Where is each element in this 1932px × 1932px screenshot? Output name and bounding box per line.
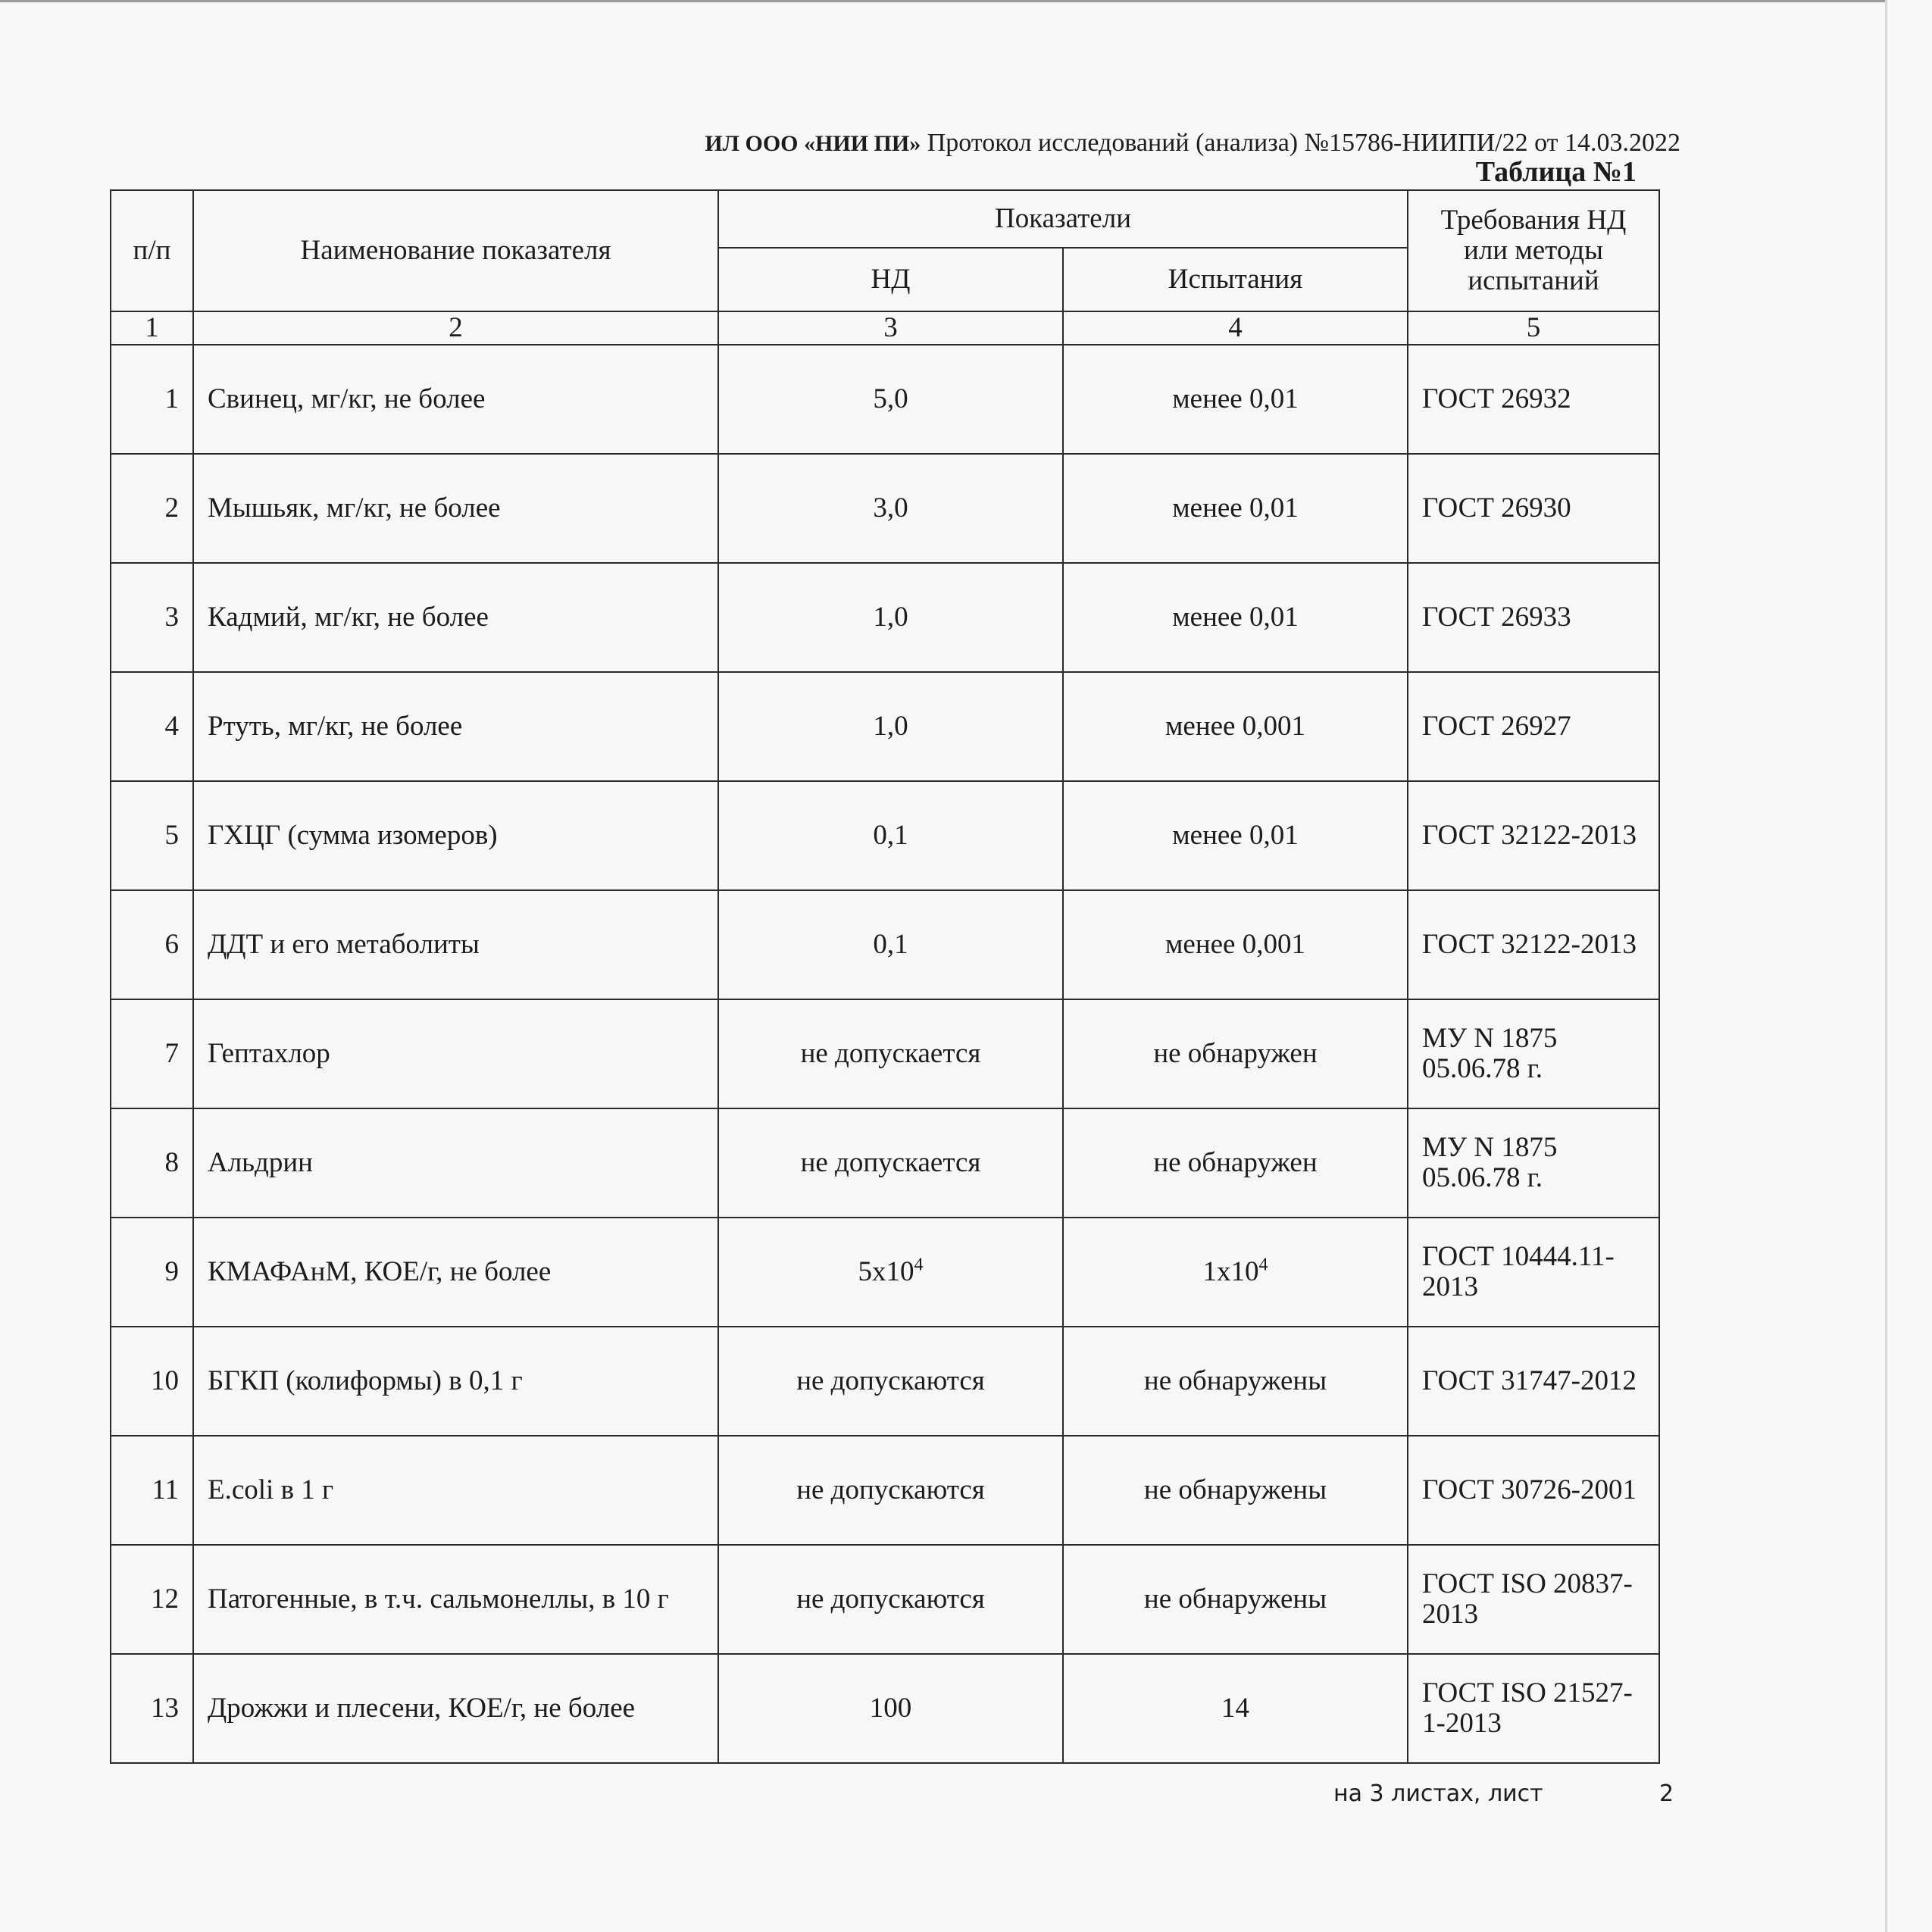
results-table <box>110 189 1660 1764</box>
col-number: 4 <box>1063 311 1408 345</box>
row-number: 4 <box>111 672 193 781</box>
table-row <box>111 672 1659 781</box>
test-result: менее 0,001 <box>1063 890 1408 999</box>
scan-edge-right <box>1885 0 1887 1932</box>
test-result: не обнаружен <box>1063 1108 1408 1218</box>
col-header-indicators: Показатели <box>718 190 1408 248</box>
indicator-name: БГКП (колиформы) в 0,1 г <box>193 1327 718 1436</box>
indicator-name: Гептахлор <box>193 999 718 1108</box>
sheet-count: на 3 листах, лист <box>1333 1780 1543 1807</box>
row-number: 7 <box>111 999 193 1108</box>
table-row <box>111 345 1659 454</box>
nd-value: 1,0 <box>718 563 1063 672</box>
col-header-method: Требования НД или методы испытаний <box>1408 190 1659 311</box>
table-row <box>111 454 1659 563</box>
nd-value: не допускается <box>718 1108 1063 1218</box>
indicator-name: Ртуть, мг/кг, не более <box>193 672 718 781</box>
test-result: менее 0,01 <box>1063 781 1408 890</box>
test-method: ГОСТ 26933 <box>1408 563 1659 672</box>
test-method: ГОСТ 10444.11-2013 <box>1408 1218 1659 1327</box>
table-row <box>111 890 1659 999</box>
table-row <box>111 1654 1659 1763</box>
table-row <box>111 1545 1659 1654</box>
row-number: 11 <box>111 1436 193 1545</box>
col-header-no: п/п <box>111 190 193 311</box>
nd-value: 1,0 <box>718 672 1063 781</box>
nd-value: не допускаются <box>718 1436 1063 1545</box>
page-number: 2 <box>1659 1780 1674 1807</box>
row-number: 8 <box>111 1108 193 1218</box>
indicator-name: Кадмий, мг/кг, не более <box>193 563 718 672</box>
nd-value: 0,1 <box>718 890 1063 999</box>
indicator-name: ГХЦГ (сумма изомеров) <box>193 781 718 890</box>
row-number: 5 <box>111 781 193 890</box>
nd-value: не допускается <box>718 999 1063 1108</box>
row-number: 2 <box>111 454 193 563</box>
nd-value: 3,0 <box>718 454 1063 563</box>
indicator-name: Свинец, мг/кг, не более <box>193 345 718 454</box>
test-method: ГОСТ 32122-2013 <box>1408 890 1659 999</box>
table-row <box>111 1108 1659 1218</box>
table-title: Таблица №1 <box>1475 156 1637 188</box>
row-number: 1 <box>111 345 193 454</box>
test-method: ГОСТ 26927 <box>1408 672 1659 781</box>
test-result: $1х10^4$ <box>1063 1218 1408 1327</box>
test-result: менее 0,01 <box>1063 345 1408 454</box>
nd-value: 5,0 <box>718 345 1063 454</box>
lab-name: ИЛ ООО «НИИ ПИ» <box>705 131 921 156</box>
test-result: не обнаружены <box>1063 1327 1408 1436</box>
indicator-name: Мышьяк, мг/кг, не более <box>193 454 718 563</box>
exponent: 4 <box>914 1255 924 1275</box>
col-number: 3 <box>718 311 1063 345</box>
indicator-name: Дрожжи и плесени, КОЕ/г, не более <box>193 1654 718 1763</box>
test-method: ГОСТ ISO 20837-2013 <box>1408 1545 1659 1654</box>
table-row <box>111 999 1659 1108</box>
test-result: 14 <box>1063 1654 1408 1763</box>
test-method: ГОСТ 30726-2001 <box>1408 1436 1659 1545</box>
nd-value: $5х10^4$ <box>718 1218 1063 1327</box>
row-number: 9 <box>111 1218 193 1327</box>
table-row <box>111 1218 1659 1327</box>
nd-value: 100 <box>718 1654 1063 1763</box>
row-number: 10 <box>111 1327 193 1436</box>
table-row <box>111 1327 1659 1436</box>
test-method: МУ N 1875 05.06.78 г. <box>1408 1108 1659 1218</box>
results-body <box>111 345 1659 1763</box>
test-method: МУ N 1875 05.06.78 г. <box>1408 999 1659 1108</box>
exponent: 4 <box>1258 1255 1268 1275</box>
test-result: менее 0,01 <box>1063 454 1408 563</box>
test-method: ГОСТ 26930 <box>1408 454 1659 563</box>
nd-value: не допускаются <box>718 1545 1063 1654</box>
indicator-name: КМАФАнМ, КОЕ/г, не более <box>193 1218 718 1327</box>
table-row <box>111 781 1659 890</box>
row-number: 6 <box>111 890 193 999</box>
indicator-name: ДДТ и его метаболиты <box>193 890 718 999</box>
col-number: 5 <box>1408 311 1659 345</box>
test-method: ГОСТ ISO 21527-1-2013 <box>1408 1654 1659 1763</box>
test-result: не обнаружены <box>1063 1436 1408 1545</box>
indicator-name: E.coli в 1 г <box>193 1436 718 1545</box>
row-number: 12 <box>111 1545 193 1654</box>
col-number: 1 <box>111 311 193 345</box>
col-header-test: Испытания <box>1063 248 1408 311</box>
test-result: менее 0,01 <box>1063 563 1408 672</box>
test-result: менее 0,001 <box>1063 672 1408 781</box>
indicator-name: Патогенные, в т.ч. сальмонеллы, в 10 г <box>193 1545 718 1654</box>
col-header-nd: НД <box>718 248 1063 311</box>
scan-edge-top <box>0 0 1887 2</box>
protocol-number: Протокол исследований (анализа) №15786-НИИПИ/22 от 14.03.2022 <box>927 129 1680 157</box>
nd-value: 0,1 <box>718 781 1063 890</box>
test-method: ГОСТ 32122-2013 <box>1408 781 1659 890</box>
test-method: ГОСТ 31747-2012 <box>1408 1327 1659 1436</box>
row-number: 13 <box>111 1654 193 1763</box>
indicator-name: Альдрин <box>193 1108 718 1218</box>
col-header-name: Наименование показателя <box>193 190 718 311</box>
col-number: 2 <box>193 311 718 345</box>
table-row <box>111 1436 1659 1545</box>
test-result: не обнаружен <box>1063 999 1408 1108</box>
test-result: не обнаружены <box>1063 1545 1408 1654</box>
table-row <box>111 563 1659 672</box>
test-method: ГОСТ 26932 <box>1408 345 1659 454</box>
document-header <box>514 129 1680 158</box>
row-number: 3 <box>111 563 193 672</box>
nd-value: не допускаются <box>718 1327 1063 1436</box>
